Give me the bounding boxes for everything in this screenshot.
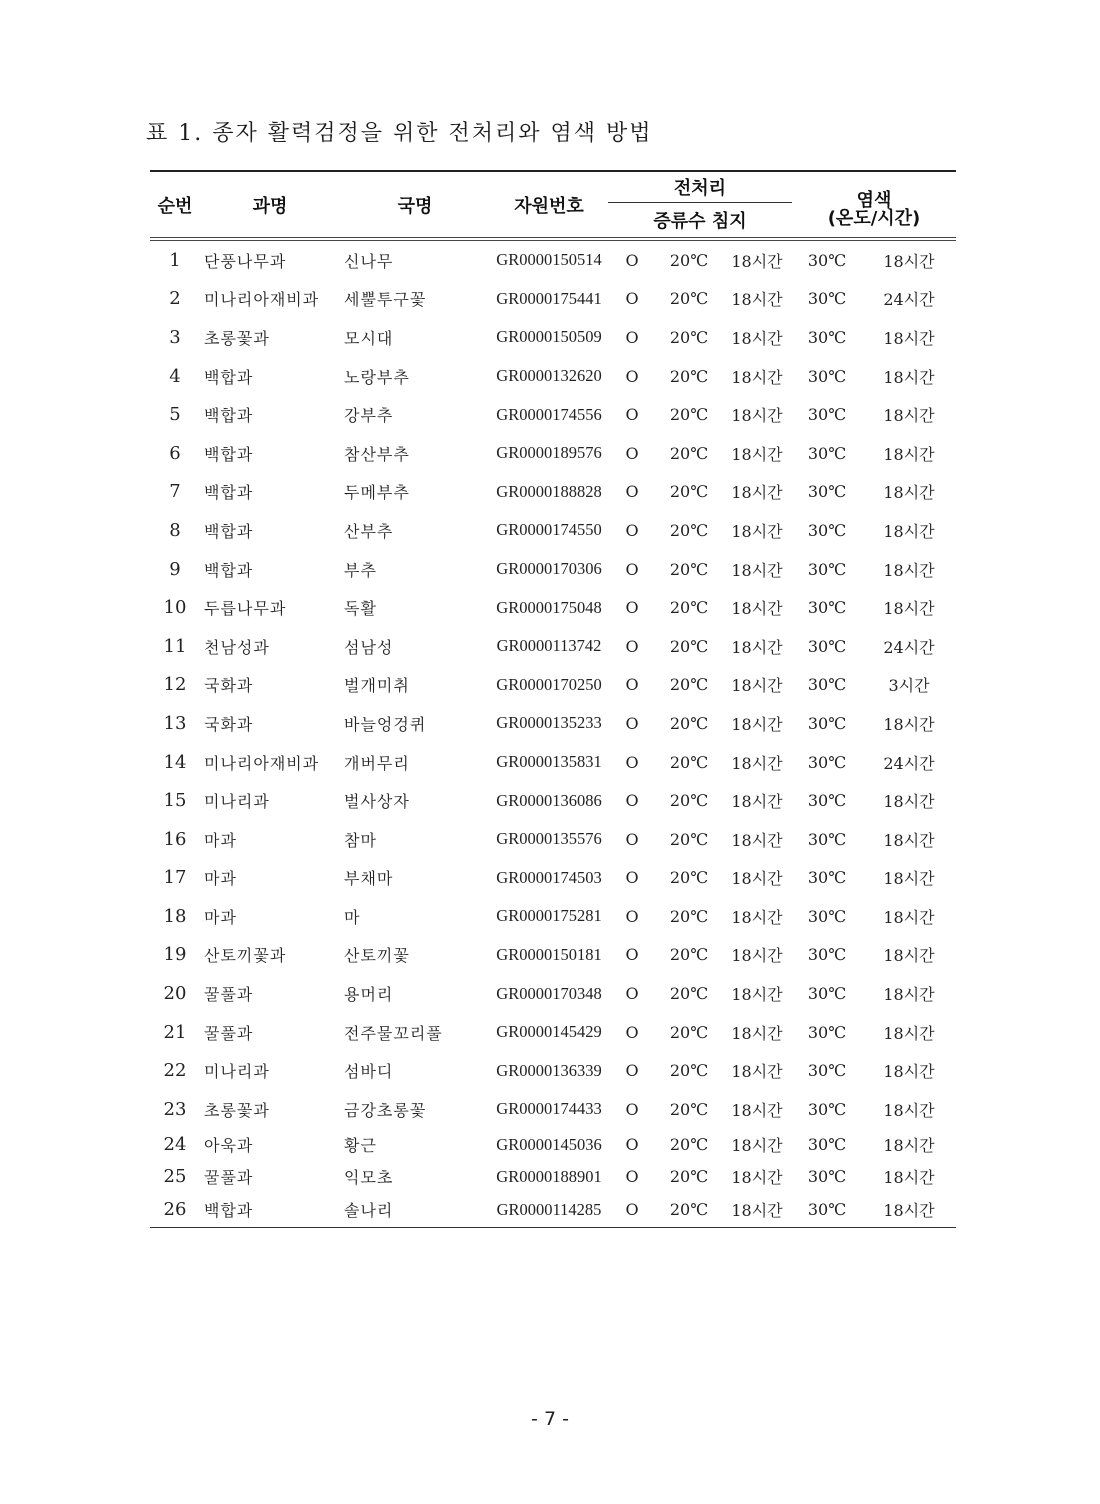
table-row [150, 1051, 956, 1090]
cell-family: 미나리과 [204, 1062, 270, 1082]
header-staining [792, 171, 956, 239]
cell-pretreatment-temp: 20℃ [669, 405, 709, 425]
cell-no: 26 [150, 1193, 200, 1228]
cell-korean-name: 벌개미취 [344, 676, 410, 696]
cell-resource-id: GR0000174433 [496, 1099, 602, 1119]
cell-staining-temp: 30℃ [807, 559, 847, 579]
cell-pretreatment-temp: 20℃ [669, 791, 709, 811]
table-row [150, 666, 956, 705]
cell-pretreatment-time: 18시간 [731, 1136, 783, 1156]
cell-korean-name: 금강초롱꽃 [344, 1100, 427, 1120]
table-row [150, 704, 956, 743]
cell-resource-id: GR0000132620 [496, 366, 602, 386]
cell-staining-time: 18시간 [883, 251, 935, 271]
cell-no: 24 [163, 1134, 187, 1156]
header-korean-name: 국명 [340, 171, 490, 239]
cell-family: 마과 [204, 830, 237, 850]
cell-resource-id: GR0000170250 [496, 674, 602, 694]
cell-no: 20 [163, 983, 187, 1005]
table-row [150, 781, 956, 820]
cell-pretreatment-mark: O [625, 1135, 639, 1155]
cell-resource-id: GR0000170348 [496, 983, 602, 1003]
cell-family: 국화과 [204, 676, 254, 696]
cell-korean-name: 참산부추 [344, 444, 410, 464]
cell-staining-temp: 30℃ [807, 945, 847, 965]
cell-pretreatment-time: 18시간 [731, 521, 783, 541]
cell-staining-temp: 30℃ [807, 906, 847, 926]
cell-staining-time: 18시간 [883, 599, 935, 619]
cell-korean-name: 바늘엉겅퀴 [344, 714, 427, 734]
cell-staining-time: 18시간 [883, 328, 935, 348]
cell-no: 25 [163, 1166, 187, 1188]
cell-resource-id: GR0000145429 [496, 1022, 602, 1042]
table-row [150, 473, 956, 512]
cell-resource-id: GR0000135233 [496, 713, 602, 733]
cell-resource-id: GR0000150509 [496, 327, 602, 347]
cell-staining-temp: 30℃ [807, 791, 847, 811]
cell-pretreatment-time: 18시간 [731, 599, 783, 619]
cell-pretreatment-mark: O [625, 675, 639, 695]
cell-pretreatment-mark: O [625, 829, 639, 849]
table-row [150, 936, 956, 975]
cell-staining-temp: 30℃ [807, 752, 847, 772]
cell-pretreatment-time: 18시간 [731, 792, 783, 812]
cell-pretreatment-mark: O [625, 1099, 639, 1119]
cell-pretreatment-temp: 20℃ [669, 868, 709, 888]
cell-no: 3 [169, 326, 181, 348]
cell-no: 15 [163, 790, 187, 812]
cell-korean-name: 황근 [344, 1136, 377, 1156]
cell-no: 10 [163, 597, 187, 619]
cell-resource-id: GR0000174550 [496, 520, 602, 540]
table-row [150, 511, 956, 550]
cell-pretreatment-time: 18시간 [731, 328, 783, 348]
cell-staining-temp: 30℃ [807, 1061, 847, 1081]
cell-pretreatment-temp: 20℃ [669, 984, 709, 1004]
table-row [150, 588, 956, 627]
cell-resource-id: GR0000150181 [496, 944, 602, 964]
cell-staining-time: 18시간 [883, 1023, 935, 1043]
cell-resource-id: GR0000175441 [496, 288, 602, 308]
cell-korean-name: 모시대 [344, 328, 394, 348]
cell-staining-time: 18시간 [883, 483, 935, 503]
cell-korean-name: 부추 [344, 560, 377, 580]
cell-staining-time: 18시간 [883, 869, 935, 889]
cell-pretreatment-temp: 20℃ [669, 1135, 709, 1155]
table-row [150, 820, 956, 859]
cell-pretreatment-time: 18시간 [731, 560, 783, 580]
header-staining-line1: 염색 [856, 189, 892, 211]
table-row [150, 1090, 956, 1129]
table-row [150, 395, 956, 434]
cell-pretreatment-mark: O [608, 1193, 656, 1228]
cell-resource-id: GR0000189576 [496, 443, 602, 463]
cell-pretreatment-temp: 20℃ [669, 250, 709, 270]
cell-pretreatment-temp: 20℃ [669, 443, 709, 463]
cell-korean-name: 벌사상자 [344, 792, 410, 812]
cell-staining-temp: 30℃ [807, 520, 847, 540]
cell-pretreatment-mark: O [625, 250, 639, 270]
cell-family: 백합과 [204, 521, 254, 541]
cell-staining-temp: 30℃ [807, 598, 847, 618]
cell-pretreatment-mark: O [625, 636, 639, 656]
cell-no: 2 [169, 288, 181, 310]
header-staining-line2: (온도/시간) [827, 207, 921, 229]
cell-korean-name: 두메부추 [344, 483, 410, 503]
cell-korean-name: 부채마 [344, 869, 394, 889]
cell-staining-time: 18시간 [883, 985, 935, 1005]
cell-pretreatment-temp: 20℃ [669, 1167, 709, 1187]
cell-no: 23 [163, 1098, 187, 1120]
cell-pretreatment-temp: 20℃ [669, 289, 709, 309]
cell-resource-id: GR0000174556 [496, 404, 602, 424]
cell-korean-name: 산토끼꽃 [344, 946, 410, 966]
cell-family: 백합과 [204, 560, 254, 580]
cell-family: 미나리아재비과 [204, 290, 320, 310]
cell-korean-name: 강부추 [344, 406, 394, 426]
table-row [150, 897, 956, 936]
cell-pretreatment-time: 18시간 [731, 483, 783, 503]
cell-family: 초롱꽃과 [204, 328, 270, 348]
table-caption: 표 1. 종자 활력검정을 위한 전처리와 염색 방법 [146, 121, 653, 146]
cell-pretreatment-time: 18시간 [731, 406, 783, 426]
cell-resource-id: GR0000188828 [496, 481, 602, 501]
cell-staining-time: 18시간 [883, 946, 935, 966]
cell-pretreatment-mark: O [625, 868, 639, 888]
cell-pretreatment-mark: O [625, 482, 639, 502]
cell-no: 8 [169, 519, 181, 541]
cell-staining-temp: 30℃ [807, 829, 847, 849]
cell-pretreatment-time: 18시간 [731, 1062, 783, 1082]
cell-korean-name: 섬남성 [344, 637, 394, 657]
cell-korean-name: 익모초 [344, 1168, 394, 1188]
table-row [150, 434, 956, 473]
cell-family: 백합과 [204, 367, 254, 387]
cell-staining-temp: 30℃ [792, 1193, 862, 1228]
table-row [150, 974, 956, 1013]
table-row [150, 280, 956, 319]
header-row-1 [150, 171, 956, 203]
cell-pretreatment-temp: 20℃ [669, 636, 709, 656]
cell-resource-id: GR0000136339 [496, 1060, 602, 1080]
cell-pretreatment-temp: 20℃ [669, 520, 709, 540]
cell-staining-temp: 30℃ [807, 1022, 847, 1042]
cell-pretreatment-time: 18시간 [731, 367, 783, 387]
cell-pretreatment-time: 18시간 [731, 830, 783, 850]
cell-no: 4 [169, 365, 181, 387]
cell-pretreatment-temp: 20℃ [669, 1099, 709, 1119]
header-no: 순번 [150, 171, 200, 239]
cell-pretreatment-mark: O [625, 443, 639, 463]
cell-staining-time: 24시간 [883, 753, 935, 773]
cell-resource-id: GR0000175281 [496, 906, 602, 926]
cell-staining-temp: 30℃ [807, 713, 847, 733]
page-number: - 7 - [531, 1408, 569, 1430]
header-family: 과명 [200, 171, 340, 239]
cell-resource-id: GR0000136086 [496, 790, 602, 810]
cell-no: 6 [169, 442, 181, 464]
cell-korean-name: 세뿔투구꽃 [344, 290, 427, 310]
cell-staining-temp: 30℃ [807, 366, 847, 386]
cell-no: 18 [163, 905, 187, 927]
cell-family: 초롱꽃과 [204, 1100, 270, 1120]
cell-staining-time: 18시간 [883, 444, 935, 464]
cell-korean-name: 개버무리 [344, 753, 410, 773]
cell-resource-id: GR0000175048 [496, 597, 602, 617]
table-header [150, 171, 956, 239]
cell-no: 9 [169, 558, 181, 580]
cell-pretreatment-time: 18시간 [731, 985, 783, 1005]
cell-korean-name: 섬바디 [344, 1062, 394, 1082]
cell-staining-time: 18시간 [883, 1100, 935, 1120]
cell-pretreatment-mark: O [625, 289, 639, 309]
cell-pretreatment-mark: O [625, 752, 639, 772]
cell-staining-temp: 30℃ [807, 1099, 847, 1119]
cell-staining-temp: 30℃ [807, 636, 847, 656]
cell-pretreatment-time: 18시간 [731, 753, 783, 773]
cell-no: 19 [163, 944, 187, 966]
cell-staining-temp: 30℃ [807, 327, 847, 347]
cell-staining-time: 18시간 [883, 907, 935, 927]
cell-resource-id: GR0000114285 [490, 1193, 608, 1228]
cell-pretreatment-mark: O [625, 984, 639, 1004]
cell-pretreatment-temp: 20℃ [669, 327, 709, 347]
table-row [150, 743, 956, 782]
cell-resource-id: GR0000145036 [496, 1134, 602, 1154]
cell-staining-temp: 30℃ [807, 289, 847, 309]
cell-staining-temp: 30℃ [807, 984, 847, 1004]
cell-korean-name: 전주물꼬리풀 [344, 1023, 443, 1043]
cell-resource-id: GR0000113742 [496, 636, 602, 656]
cell-pretreatment-temp: 20℃ [669, 598, 709, 618]
cell-family: 아욱과 [204, 1136, 254, 1156]
table-row [150, 550, 956, 589]
cell-staining-temp: 30℃ [807, 675, 847, 695]
cell-no: 22 [163, 1060, 187, 1082]
cell-pretreatment-temp: 20℃ [669, 713, 709, 733]
cell-pretreatment-time: 18시간 [731, 1023, 783, 1043]
cell-pretreatment-mark: O [625, 598, 639, 618]
cell-no: 11 [163, 635, 187, 657]
cell-family: 천남성과 [204, 637, 270, 657]
table-row [150, 1161, 956, 1193]
cell-pretreatment-mark: O [625, 906, 639, 926]
cell-no: 12 [163, 674, 187, 696]
cell-family: 백합과 [204, 483, 254, 503]
cell-resource-id: GR0000170306 [496, 559, 602, 579]
cell-pretreatment-temp: 20℃ [669, 366, 709, 386]
cell-pretreatment-temp: 20℃ [669, 1022, 709, 1042]
cell-staining-time: 18시간 [883, 714, 935, 734]
cell-resource-id: GR0000135576 [496, 829, 602, 849]
cell-staining-temp: 30℃ [807, 250, 847, 270]
cell-family: 꿀풀과 [204, 1168, 254, 1188]
cell-staining-time: 18시간 [862, 1193, 956, 1228]
cell-pretreatment-temp: 20℃ [669, 945, 709, 965]
cell-pretreatment-mark: O [625, 1167, 639, 1187]
cell-staining-time: 24시간 [883, 637, 935, 657]
table-row [150, 239, 956, 280]
cell-staining-time: 24시간 [883, 290, 935, 310]
cell-staining-time: 18시간 [883, 1062, 935, 1082]
cell-staining-time: 18시간 [883, 830, 935, 850]
cell-pretreatment-time: 18시간 [731, 946, 783, 966]
cell-family: 미나리아재비과 [204, 753, 320, 773]
cell-pretreatment-mark: O [625, 366, 639, 386]
cell-pretreatment-time: 18시간 [731, 1100, 783, 1120]
cell-family: 꿀풀과 [204, 985, 254, 1005]
cell-resource-id: GR0000150514 [496, 250, 602, 270]
cell-pretreatment-mark: O [625, 1061, 639, 1081]
cell-pretreatment-mark: O [625, 791, 639, 811]
cell-no: 16 [163, 828, 187, 850]
cell-pretreatment-time: 18시간 [731, 714, 783, 734]
cell-no: 7 [169, 481, 181, 503]
cell-pretreatment-temp: 20℃ [669, 675, 709, 695]
cell-family: 산토끼꽃과 [204, 946, 287, 966]
cell-staining-time: 18시간 [883, 1168, 935, 1188]
cell-pretreatment-mark: O [625, 405, 639, 425]
cell-pretreatment-mark: O [625, 1022, 639, 1042]
cell-staining-time: 18시간 [883, 521, 935, 541]
cell-no: 14 [163, 751, 187, 773]
cell-family: 백합과 [200, 1193, 340, 1228]
cell-family: 국화과 [204, 714, 254, 734]
table-row [150, 627, 956, 666]
cell-pretreatment-time: 18시간 [722, 1193, 792, 1228]
cell-family: 꿀풀과 [204, 1023, 254, 1043]
cell-family: 마과 [204, 907, 237, 927]
cell-no: 1 [169, 249, 181, 271]
cell-family: 백합과 [204, 444, 254, 464]
cell-family: 미나리과 [204, 792, 270, 812]
header-resource-id: 자원번호 [490, 171, 608, 239]
table-row [150, 1193, 956, 1228]
cell-staining-temp: 30℃ [807, 405, 847, 425]
cell-no: 5 [169, 404, 181, 426]
cell-korean-name: 독활 [344, 599, 377, 619]
table-body [150, 239, 956, 1227]
cell-pretreatment-temp: 20℃ [669, 906, 709, 926]
seed-viability-table-container [150, 170, 956, 1228]
cell-staining-temp: 30℃ [807, 443, 847, 463]
cell-pretreatment-temp: 20℃ [669, 752, 709, 772]
table-row [150, 1013, 956, 1052]
seed-viability-table [150, 170, 956, 1228]
table-row [150, 318, 956, 357]
cell-pretreatment-time: 18시간 [731, 1168, 783, 1188]
cell-no: 13 [163, 712, 187, 734]
cell-staining-temp: 30℃ [807, 482, 847, 502]
cell-family: 단풍나무과 [204, 251, 287, 271]
cell-staining-temp: 30℃ [807, 868, 847, 888]
cell-family: 두릅나무과 [204, 599, 287, 619]
header-pretreatment-sub: 증류수 침지 [608, 203, 792, 240]
table-row [150, 859, 956, 898]
cell-staining-time: 18시간 [883, 560, 935, 580]
cell-resource-id: GR0000135831 [496, 752, 602, 772]
table-row [150, 357, 956, 396]
cell-staining-time: 3시간 [888, 676, 930, 696]
cell-korean-name: 참마 [344, 830, 377, 850]
cell-korean-name: 용머리 [344, 985, 394, 1005]
cell-resource-id: GR0000188901 [496, 1166, 602, 1186]
cell-pretreatment-mark: O [625, 945, 639, 965]
cell-korean-name: 산부추 [344, 521, 394, 541]
cell-pretreatment-mark: O [625, 520, 639, 540]
cell-pretreatment-temp: 20℃ [669, 559, 709, 579]
cell-pretreatment-mark: O [625, 327, 639, 347]
cell-no: 17 [163, 867, 187, 889]
cell-staining-time: 18시간 [883, 406, 935, 426]
cell-pretreatment-time: 18시간 [731, 869, 783, 889]
cell-pretreatment-time: 18시간 [731, 676, 783, 696]
cell-pretreatment-mark: O [625, 713, 639, 733]
cell-pretreatment-temp: 20℃ [669, 1061, 709, 1081]
table-row [150, 1129, 956, 1161]
cell-pretreatment-time: 18시간 [731, 637, 783, 657]
header-pretreatment: 전처리 [608, 171, 792, 203]
cell-staining-time: 18시간 [883, 1136, 935, 1156]
cell-resource-id: GR0000174503 [496, 867, 602, 887]
cell-family: 마과 [204, 869, 237, 889]
cell-pretreatment-temp: 20℃ [669, 482, 709, 502]
cell-pretreatment-temp: 20℃ [656, 1193, 722, 1228]
cell-pretreatment-time: 18시간 [731, 907, 783, 927]
cell-staining-temp: 30℃ [807, 1167, 847, 1187]
cell-korean-name: 노랑부추 [344, 367, 410, 387]
cell-family: 백합과 [204, 406, 254, 426]
cell-pretreatment-mark: O [625, 559, 639, 579]
cell-pretreatment-temp: 20℃ [669, 829, 709, 849]
cell-pretreatment-time: 18시간 [731, 290, 783, 310]
cell-korean-name: 마 [344, 907, 361, 927]
cell-staining-time: 18시간 [883, 792, 935, 812]
cell-korean-name: 솔나리 [340, 1193, 490, 1228]
cell-korean-name: 신나무 [344, 251, 394, 271]
cell-pretreatment-time: 18시간 [731, 251, 783, 271]
cell-staining-time: 18시간 [883, 367, 935, 387]
cell-pretreatment-time: 18시간 [731, 444, 783, 464]
cell-staining-temp: 30℃ [807, 1135, 847, 1155]
cell-no: 21 [163, 1021, 187, 1043]
